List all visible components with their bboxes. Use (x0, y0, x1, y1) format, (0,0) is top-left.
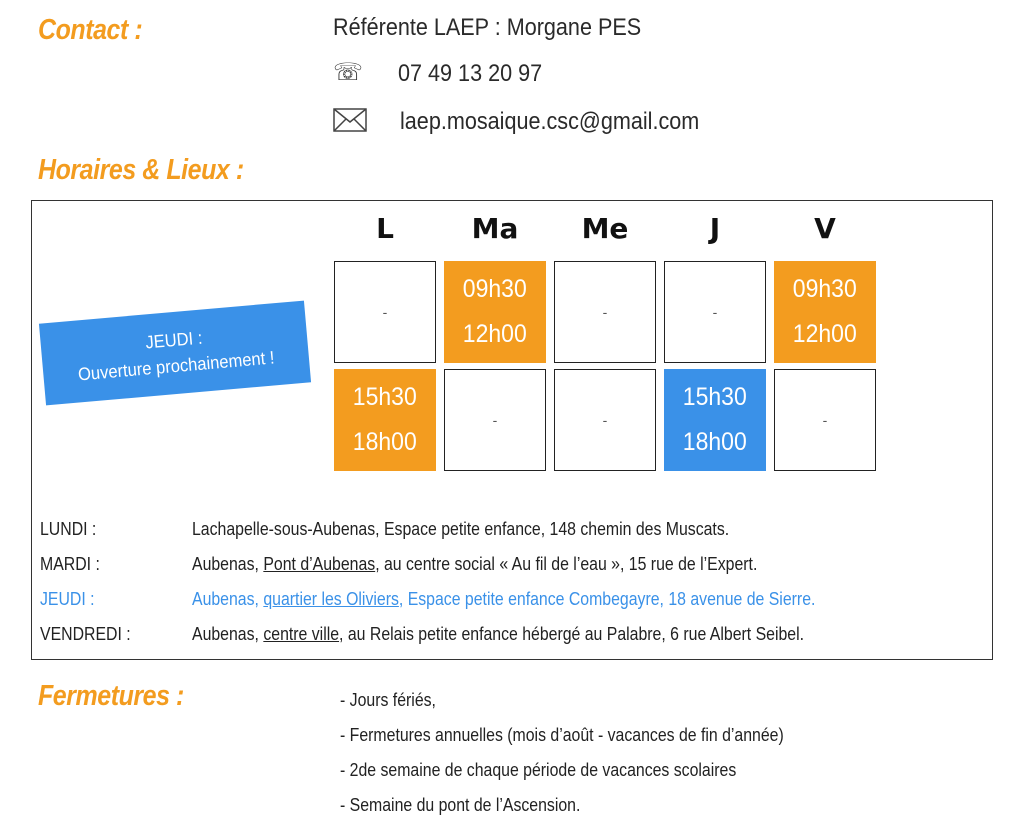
email-link[interactable]: laep.mosaique.csc@gmail.com (400, 108, 700, 135)
location-city: Lachapelle-sous-Aubenas (192, 519, 376, 539)
day-header: J (709, 212, 721, 245)
banner-line-1: JEUDI : (144, 327, 204, 353)
slot-friday-afternoon (774, 369, 876, 471)
banner-line-2: Ouverture prochainement ! (77, 347, 276, 385)
location-rest: , Espace petite enfance, 148 chemin des Muscats. (375, 519, 730, 539)
location-day: JEUDI : (40, 589, 95, 609)
slot-empty: - (712, 304, 718, 320)
slot-thursday-afternoon (664, 369, 766, 471)
slot-monday-afternoon (334, 369, 436, 471)
location-rest: , Espace petite enfance Combegayre, 18 avenue de Sierre. (398, 589, 816, 609)
location-city: Aubenas, (192, 624, 264, 644)
location-rest: , au Relais petite enfance hébergé au Palabre, 6 rue Albert Seibel. (339, 624, 805, 644)
location-rest: , au centre social « Au fil de l’eau », 15 rue de l’Expert. (375, 554, 758, 574)
location-city: Aubenas, (192, 589, 264, 609)
closure-item: - Semaine du pont de l’Ascension. (340, 795, 581, 815)
slot-friday-morning (774, 261, 876, 363)
location-address (192, 624, 804, 645)
slot-monday-morning (334, 261, 436, 363)
location-day: LUNDI : (40, 519, 97, 539)
location-day: MARDI : (40, 554, 100, 574)
closure-item: - Jours fériés, (340, 690, 436, 710)
phone-number[interactable]: 07 49 13 20 97 (398, 60, 543, 87)
telephone-icon: ☏ (333, 59, 364, 86)
location-address (192, 554, 757, 575)
schedule-heading: Horaires & Lieux : (38, 154, 244, 186)
slot-empty: - (492, 412, 498, 428)
closures-heading: Fermetures : (38, 680, 184, 712)
slot-wednesday-afternoon (554, 369, 656, 471)
slot-end: 12h00 (463, 320, 527, 348)
slot-thursday-morning (664, 261, 766, 363)
day-header: L (376, 212, 394, 245)
slot-start: 15h30 (353, 383, 417, 411)
slot-start: 09h30 (463, 275, 527, 303)
day-header: V (814, 212, 836, 245)
closure-item: - Fermetures annuelles (mois d’août - vacances de fin d’année) (340, 725, 784, 745)
location-place: Pont d’Aubenas (263, 554, 376, 574)
slot-wednesday-morning (554, 261, 656, 363)
location-city: Aubenas, (192, 554, 264, 574)
closure-item: - 2de semaine de chaque période de vacances scolaires (340, 760, 737, 780)
envelope-icon (333, 108, 367, 139)
slot-empty: - (382, 304, 388, 320)
slot-end: 18h00 (683, 428, 747, 456)
slot-end: 18h00 (353, 428, 417, 456)
location-day: VENDREDI : (40, 624, 131, 644)
slot-start: 09h30 (793, 275, 857, 303)
day-header: Ma (471, 212, 519, 245)
day-header: Me (581, 212, 629, 245)
slot-start: 15h30 (683, 383, 747, 411)
slot-end: 12h00 (793, 320, 857, 348)
contact-heading: Contact : (38, 14, 143, 46)
slot-tuesday-afternoon (444, 369, 546, 471)
location-place: centre ville (263, 624, 340, 644)
location-place: quartier les Oliviers (263, 589, 399, 609)
slot-empty: - (822, 412, 828, 428)
referent-text: Référente LAEP : Morgane PES (333, 14, 642, 41)
slot-empty: - (602, 304, 608, 320)
location-address (192, 519, 729, 540)
location-address (192, 589, 815, 610)
slot-tuesday-morning (444, 261, 546, 363)
slot-empty: - (602, 412, 608, 428)
